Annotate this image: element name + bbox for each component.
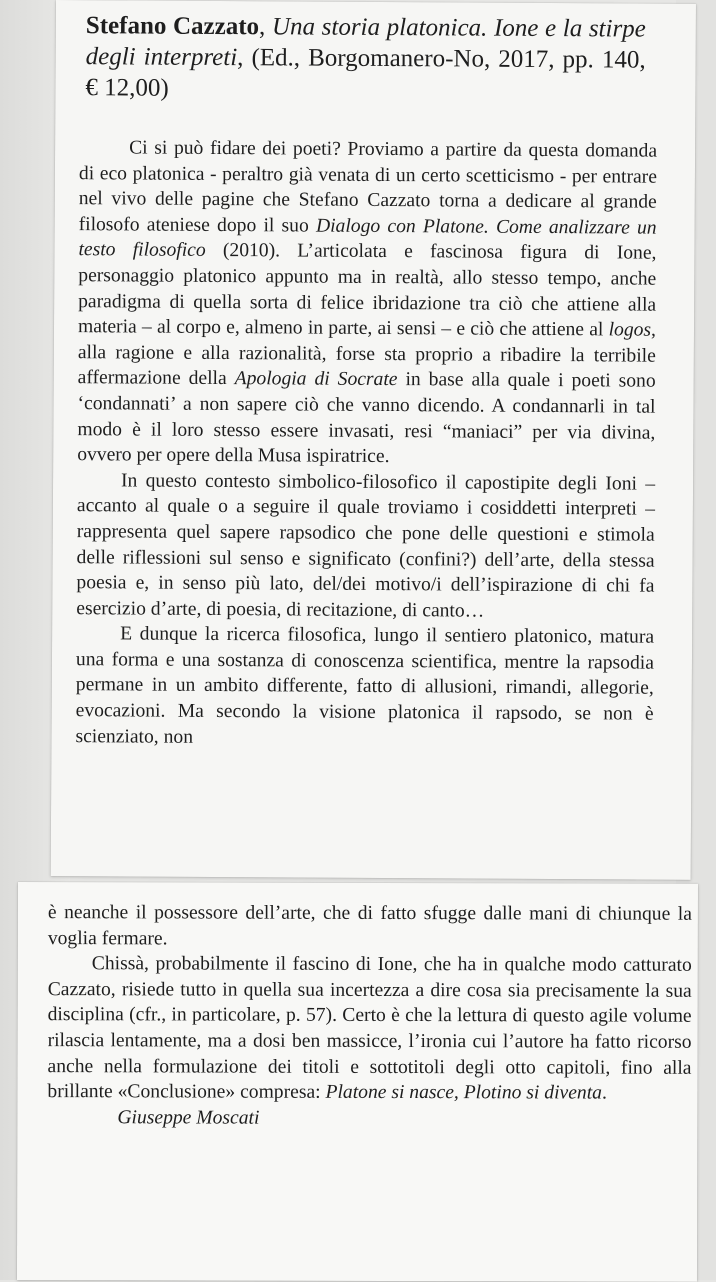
paragraph-4: Chissà, probabilmente il fascino di Ione, che ha in qualche modo catturato Cazzato, risiede tutto in quella sua incertezza a dire cosa sia precisamente la sua disciplina (cfr., in particolare, p. 57). Certo è che la lettura di questo agile volume rilascia lentamente, ma a dosi ben massicce, l’ironia cui l’autore ha fatto ricorso anche nella formulazione dei titoli e sottotitoli degli otto capitoli, fino alla brillante «Conclusione» compresa: Platone si nasce, Plotino si diventa. bbox=[47, 953, 692, 1104]
book-author: Stefano Cazzato bbox=[85, 12, 260, 41]
paragraph-1: Ci si può fidare dei poeti? Proviamo a partire da questa domanda di eco platonica - peraltro già venata di un certo scetticismo - per entrare nel vivo delle pagine che Stefano Cazzato torna a dedicare al grande filosofo ateniese dopo il suo Dialogo con Platone. Come analizzare un testo filosofico (2010). L’articolata e fascinosa figura di Ione, personaggio platonico appunto ma in realtà, allo stesso tempo, anche paradigma di quella sorta di felice ibridazione tra ciò che attiene alla materia – al corpo e, almeno in parte, ai sensi – e ciò che attiene al logos, alla ragione e alla razionalità, forse sta proprio a ribadire la terribile affermazione della Apologia di Socrate in base alla quale i poeti sono ‘condannati’ a non sapere ciò che vanno dicendo. A condannarli in tal modo è il loro stesso essere invasati, resi “maniaci” per via divina, ovvero per opere della Musa ispiratrice. bbox=[77, 137, 658, 468]
clipping-top bbox=[51, 0, 696, 880]
paragraph-3: E dunque la ricerca filosofica, lungo il sentiero platonico, matura una forma e una sostanza di conoscenza scientifica, mentre la rapsodia permane in un ambito differente, fatto di allusioni, rimandi, allegorie, evocazioni. Ma secondo la visione platonica il rapsodo, se non è scienziato, non bbox=[75, 623, 655, 748]
book-title: Una storia platonica. Ione e la stirpe degli interpreti bbox=[85, 13, 646, 72]
review-header: Stefano Cazzato, Una storia platonica. Ione e la stirpe degli interpreti, (Ed., Borgomanero-No, 2017, pp. 140, € 12,00) bbox=[85, 12, 646, 102]
review-signature: Giuseppe Moscati bbox=[117, 1107, 260, 1129]
review-body-top bbox=[75, 135, 657, 753]
review-body-bottom bbox=[47, 900, 692, 1132]
paragraph-3-continued: è neanche il possessore dell’arte, che di fatto sfugge dalle mani di chiunque la voglia fermare. bbox=[47, 902, 692, 949]
paragraph-2: In questo contesto simbolico-filosofico il capostipite degli Ioni – accanto al quale o a seguire il quale troviamo i cosiddetti interpreti – rappresenta quel sapere rapsodico che pone delle questioni e stimola delle riflessioni sul senso e significato (confini?) dell’arte, della stessa poesia e, in senso più lato, del/dei motivo/i dell’ispirazione di chi fa esercizio d’arte, di poesia, di recitazione, di canto… bbox=[76, 470, 656, 622]
book-details: , (Ed., Borgomanero-No, 2017, pp. 140, € 12,00) bbox=[85, 44, 646, 102]
clipping-bottom bbox=[17, 882, 698, 1282]
